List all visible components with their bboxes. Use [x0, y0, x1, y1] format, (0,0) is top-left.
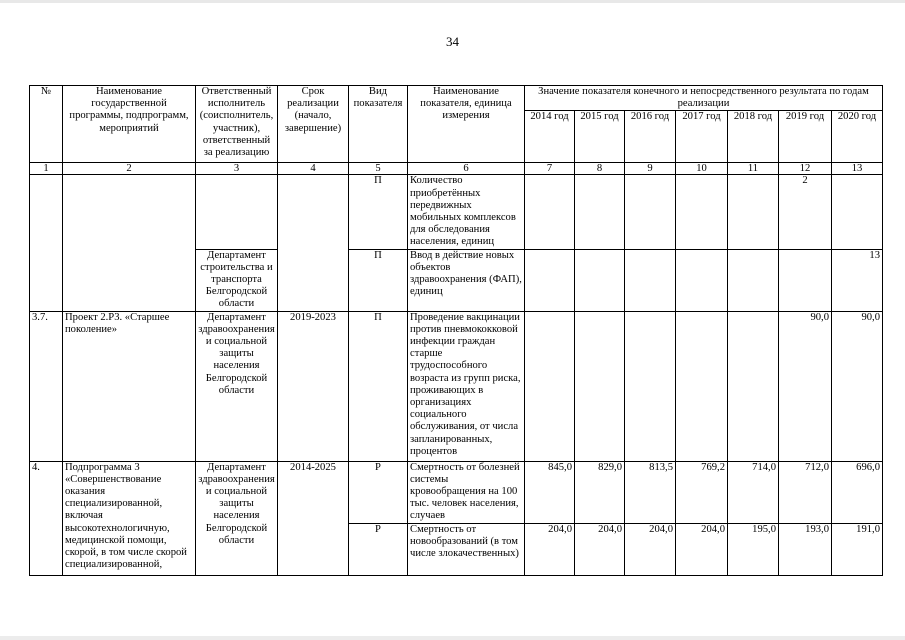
cell-value	[728, 175, 779, 249]
cell-value	[575, 311, 625, 461]
cell-value-2019: 90,0	[779, 311, 832, 461]
table-row	[30, 311, 883, 461]
cell-term: 2014-2025	[278, 461, 349, 575]
cell-value	[625, 311, 676, 461]
header-year: 2014 год	[525, 111, 575, 163]
cell-value: 191,0	[832, 523, 883, 575]
header-year: 2019 год	[779, 111, 832, 163]
cell-value	[832, 175, 883, 249]
scan-bottom-edge	[0, 636, 905, 640]
header-row-1	[30, 86, 883, 111]
cell-type: Р	[349, 461, 408, 523]
header-year: 2016 год	[625, 111, 676, 163]
cell-num: 4.	[30, 461, 63, 575]
cell-value	[779, 249, 832, 311]
cell-value	[728, 311, 779, 461]
column-number: 1	[30, 163, 63, 175]
cell-value: 204,0	[676, 523, 728, 575]
cell-value: 845,0	[525, 461, 575, 523]
header-type: Вид показателя	[349, 86, 408, 163]
cell-value: 712,0	[779, 461, 832, 523]
cell-value: 204,0	[625, 523, 676, 575]
program-indicators-table	[29, 85, 883, 576]
column-number: 2	[63, 163, 196, 175]
cell-value: 204,0	[575, 523, 625, 575]
cell-value	[575, 249, 625, 311]
cell-term: 2019-2023	[278, 311, 349, 461]
cell-value: 204,0	[525, 523, 575, 575]
cell-name	[63, 175, 196, 311]
cell-value	[676, 175, 728, 249]
scan-top-edge	[0, 0, 905, 3]
cell-value: 193,0	[779, 523, 832, 575]
cell-indicator: Смертность от болезней системы кровообращения на 100 тыс. человек населения, случаев	[408, 461, 525, 523]
cell-value-2020: 90,0	[832, 311, 883, 461]
cell-value: 696,0	[832, 461, 883, 523]
cell-responsible	[196, 175, 278, 249]
cell-value	[625, 249, 676, 311]
cell-type: П	[349, 311, 408, 461]
column-number: 12	[779, 163, 832, 175]
header-responsible: Ответственный исполнитель (соисполнитель, участник), ответственный за реализацию	[196, 86, 278, 163]
column-number: 13	[832, 163, 883, 175]
column-number: 7	[525, 163, 575, 175]
page-number: 34	[446, 34, 459, 49]
cell-indicator: Проведение вакцинации против пневмококковой инфекции граждан старше трудоспособного возраста из групп риска, проживающих в организациях социального обслуживания, от числа запланированных, процентов	[408, 311, 525, 461]
cell-value	[525, 311, 575, 461]
cell-responsible: Департамент строительства и транспорта Белгородской области	[196, 249, 278, 311]
cell-type: П	[349, 175, 408, 249]
cell-type: Р	[349, 523, 408, 575]
cell-value	[676, 249, 728, 311]
cell-indicator: Смертность от новообразований (в том числе злокачественных)	[408, 523, 525, 575]
cell-value: 195,0	[728, 523, 779, 575]
cell-value	[525, 175, 575, 249]
cell-value: 769,2	[676, 461, 728, 523]
column-number: 3	[196, 163, 278, 175]
column-number: 10	[676, 163, 728, 175]
cell-value	[525, 249, 575, 311]
cell-responsible: Департамент здравоохранения и социальной защиты населения Белгородской области	[196, 461, 278, 575]
cell-value-2020: 13	[832, 249, 883, 311]
column-number: 8	[575, 163, 625, 175]
cell-name: Проект 2.Р3. «Старшее поколение»	[63, 311, 196, 461]
cell-value: 829,0	[575, 461, 625, 523]
cell-value: 813,5	[625, 461, 676, 523]
cell-num: 3.7.	[30, 311, 63, 461]
cell-value: 714,0	[728, 461, 779, 523]
table-container	[29, 85, 883, 576]
cell-num	[30, 175, 63, 311]
cell-indicator: Количество приобретённых передвижных мобильных комплексов для обследования населения, единиц	[408, 175, 525, 249]
cell-indicator: Ввод в действие новых объектов здравоохранения (ФАП), единиц	[408, 249, 525, 311]
header-year: 2015 год	[575, 111, 625, 163]
cell-value	[625, 175, 676, 249]
column-numbers-row	[30, 163, 883, 175]
header-num: №	[30, 86, 63, 163]
header-values-group: Значение показателя конечного и непосредственного результата по годам реализации	[525, 86, 883, 111]
header-year: 2018 год	[728, 111, 779, 163]
cell-term	[278, 175, 349, 311]
column-number: 4	[278, 163, 349, 175]
table-row	[30, 461, 883, 523]
column-number: 11	[728, 163, 779, 175]
column-number: 5	[349, 163, 408, 175]
header-year: 2017 год	[676, 111, 728, 163]
cell-value	[676, 311, 728, 461]
cell-name: Подпрограмма 3 «Совершенствование оказания специализированной, включая высокотехнологичную, медицинской помощи, скорой, в том числе скорой специализированной,	[63, 461, 196, 575]
header-name: Наименование государственной программы, подпрограмм, мероприятий	[63, 86, 196, 163]
header-term: Срок реализации (начало, завершение)	[278, 86, 349, 163]
cell-value	[728, 249, 779, 311]
cell-value-2019: 2	[779, 175, 832, 249]
column-number: 9	[625, 163, 676, 175]
table-row	[30, 175, 883, 249]
cell-value	[575, 175, 625, 249]
header-year: 2020 год	[832, 111, 883, 163]
cell-type: П	[349, 249, 408, 311]
header-indicator: Наименование показателя, единица измерения	[408, 86, 525, 163]
cell-responsible: Департамент здравоохранения и социальной защиты населения Белгородской области	[196, 311, 278, 461]
column-number: 6	[408, 163, 525, 175]
